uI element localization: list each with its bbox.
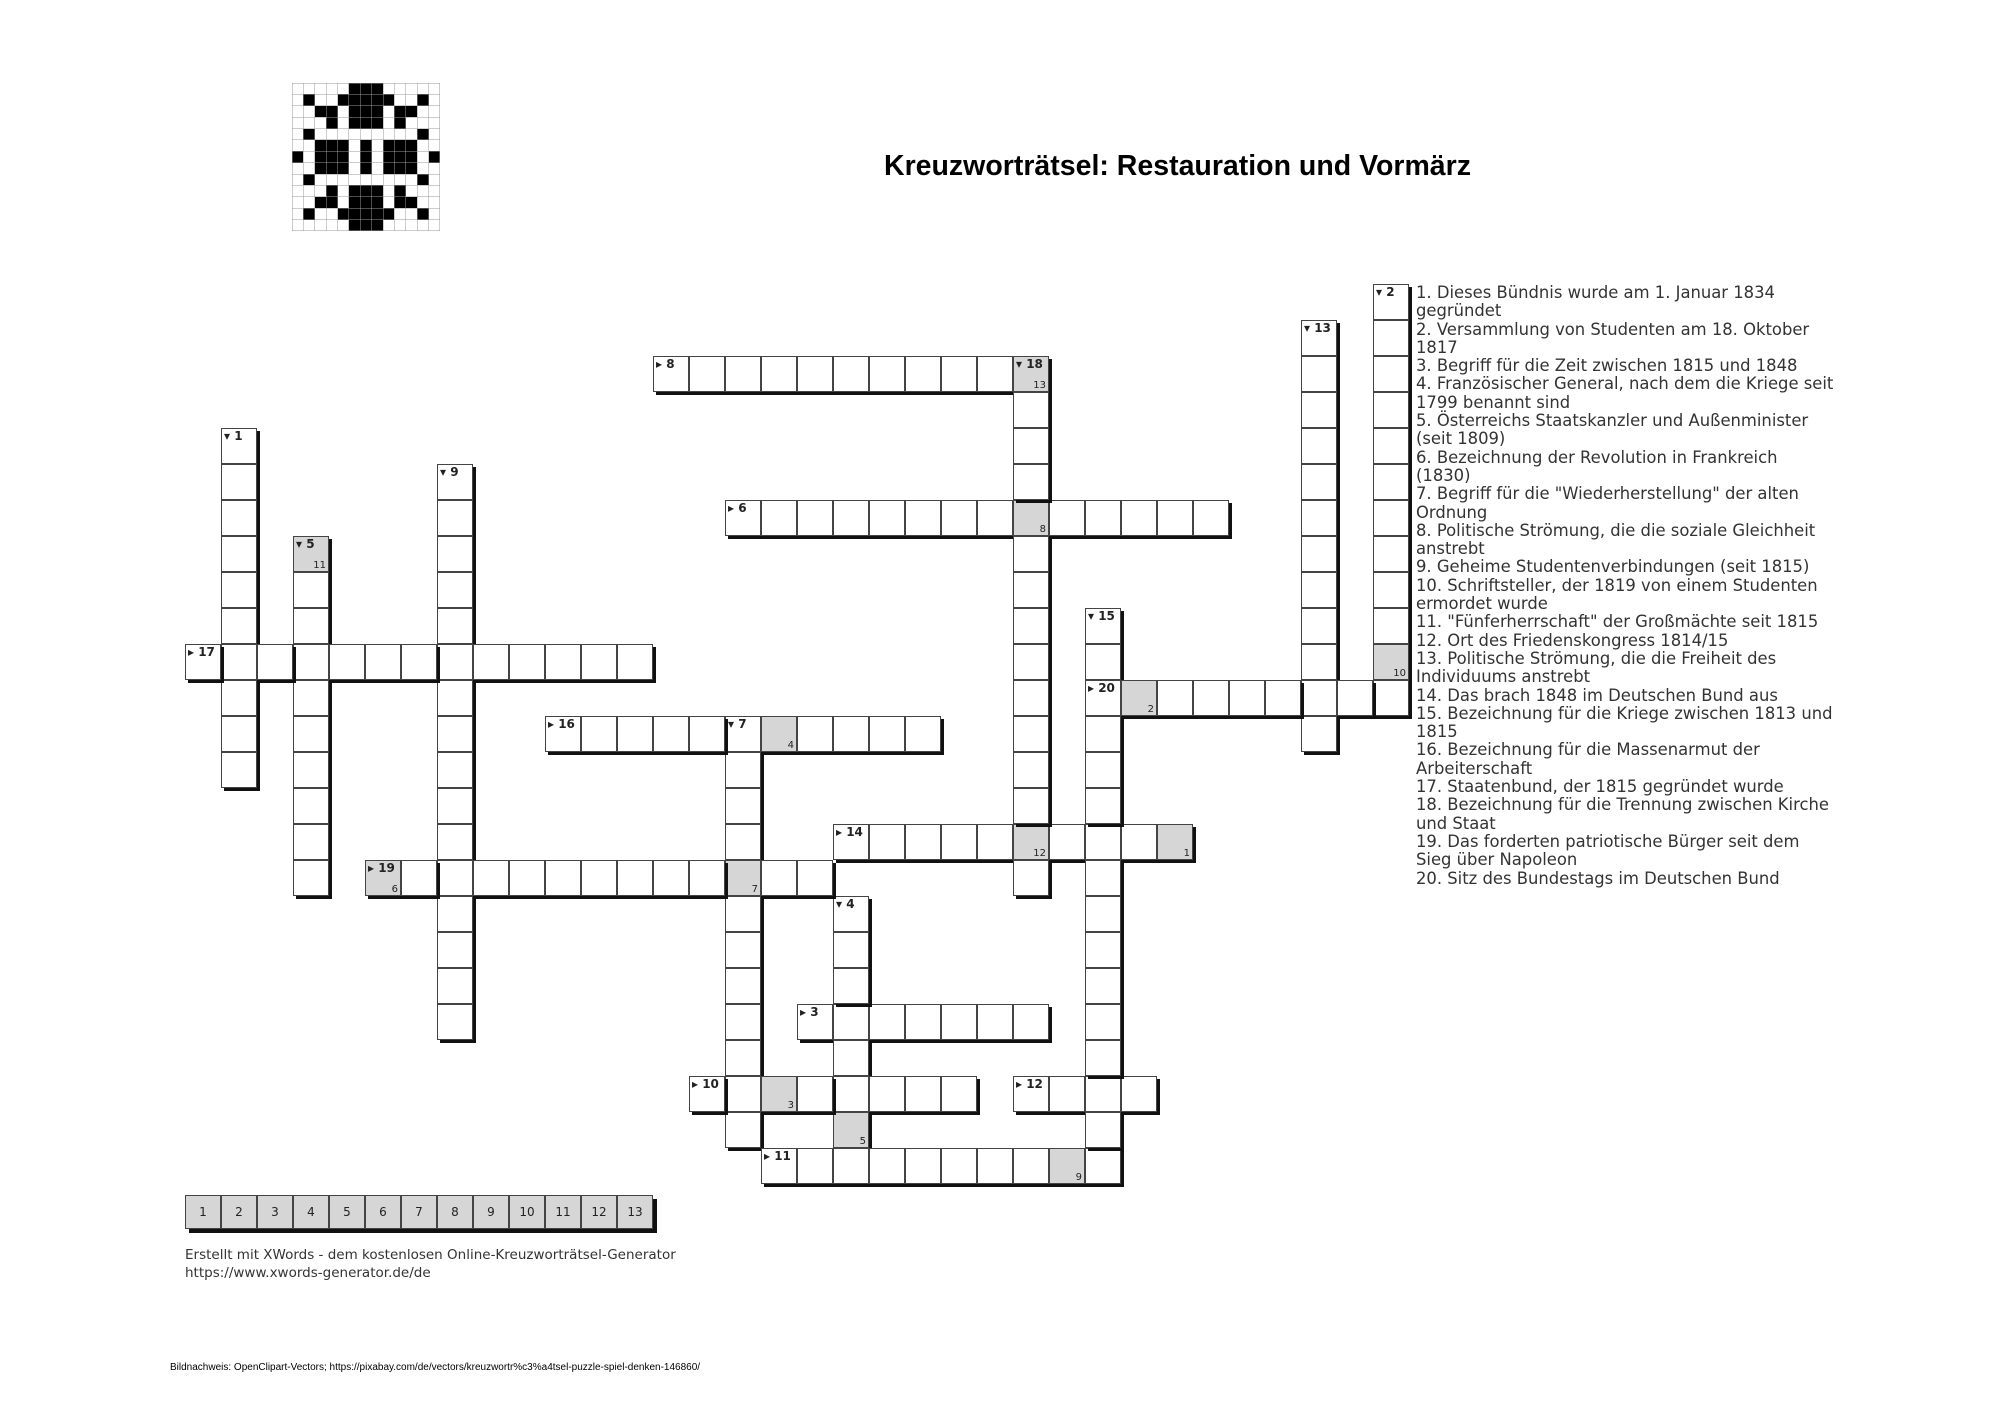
- grid-cell[interactable]: [941, 356, 977, 392]
- solution-letter-cell[interactable]: [761, 1076, 797, 1112]
- clue-start-cell[interactable]: [1301, 320, 1337, 356]
- grid-cell[interactable]: [689, 716, 725, 752]
- clue-item: 16. Bezeichnung für die Massenarmut der Arbeiterschaft: [1416, 740, 1760, 778]
- solution-box[interactable]: 1: [185, 1195, 221, 1229]
- grid-cell[interactable]: [1013, 788, 1049, 824]
- solution-letter-cell[interactable]: [1373, 644, 1409, 680]
- clue-start-cell[interactable]: [365, 860, 401, 896]
- clue-item: 8. Politische Strömung, die die soziale Gleichheit anstrebt: [1416, 520, 1816, 559]
- grid-cell[interactable]: [797, 500, 833, 536]
- grid-cell[interactable]: [617, 644, 653, 680]
- grid-cell[interactable]: [1157, 680, 1193, 716]
- grid-cell[interactable]: [725, 788, 761, 824]
- clue-start-cell[interactable]: [725, 500, 761, 536]
- grid-cell[interactable]: [1373, 464, 1409, 500]
- grid-cell[interactable]: [1049, 824, 1085, 860]
- grid-cell[interactable]: [1301, 356, 1337, 392]
- grid-cell[interactable]: [437, 500, 473, 536]
- grid-cell[interactable]: [869, 1076, 905, 1112]
- grid-cell[interactable]: [725, 932, 761, 968]
- grid-cell[interactable]: [869, 824, 905, 860]
- grid-cell[interactable]: [473, 644, 509, 680]
- grid-cell[interactable]: [1013, 680, 1049, 716]
- clue-item: 15. Bezeichnung für die Kriege zwischen 1813 und 1815: [1416, 703, 1833, 742]
- solution-letter-cell[interactable]: [833, 1112, 869, 1148]
- grid-cell[interactable]: [905, 1148, 941, 1184]
- clue-item: 3. Begriff für die Zeit zwischen 1815 und 1848: [1416, 356, 1798, 376]
- grid-cell[interactable]: [545, 644, 581, 680]
- solution-letter-cell[interactable]: [1157, 824, 1193, 860]
- grid-cell[interactable]: [221, 752, 257, 788]
- grid-cell[interactable]: [1337, 680, 1373, 716]
- grid-cell[interactable]: [221, 644, 257, 680]
- clue-number: ▸ 11: [764, 1149, 791, 1163]
- grid-cell[interactable]: [905, 1004, 941, 1040]
- clue-item: 1. Dieses Bündnis wurde am 1. Januar 1834 gegründet: [1416, 283, 1775, 321]
- grid-cell[interactable]: [1085, 1148, 1121, 1184]
- grid-cell[interactable]: [1265, 680, 1301, 716]
- grid-cell[interactable]: [581, 716, 617, 752]
- grid-cell[interactable]: [725, 356, 761, 392]
- clue-start-cell[interactable]: [1013, 356, 1049, 392]
- grid-cell[interactable]: [833, 716, 869, 752]
- grid-cell[interactable]: [509, 644, 545, 680]
- grid-cell[interactable]: [1121, 1076, 1157, 1112]
- grid-cell[interactable]: [437, 824, 473, 860]
- clue-item: 17. Staatenbund, der 1815 gegründet wurde: [1416, 777, 1784, 797]
- grid-cell[interactable]: [941, 1076, 977, 1112]
- clue-start-cell[interactable]: [1085, 608, 1121, 644]
- grid-cell[interactable]: [689, 860, 725, 896]
- solution-index: 10: [1393, 668, 1406, 679]
- clue-number: ▸ 19: [368, 861, 395, 875]
- grid-cell[interactable]: [293, 860, 329, 896]
- clue-number: ▾ 1: [224, 429, 243, 443]
- grid-cell[interactable]: [1085, 824, 1121, 860]
- clue-number: ▸ 16: [548, 717, 575, 731]
- grid-cell[interactable]: [581, 644, 617, 680]
- grid-cell[interactable]: [833, 1076, 869, 1112]
- grid-cell[interactable]: [437, 644, 473, 680]
- grid-cell[interactable]: [437, 788, 473, 824]
- clue-item: 13. Politische Strömung, die die Freiheit des Individuums anstrebt: [1416, 648, 1777, 687]
- grid-cell[interactable]: [1301, 608, 1337, 644]
- grid-cell[interactable]: [977, 500, 1013, 536]
- credit-url: https://www.xwords-generator.de/de: [185, 1265, 431, 1281]
- solution-box[interactable]: 2: [221, 1195, 257, 1229]
- grid-cell[interactable]: [1085, 1076, 1121, 1112]
- grid-cell[interactable]: [257, 644, 293, 680]
- grid-cell[interactable]: [1013, 644, 1049, 680]
- grid-cell[interactable]: [437, 536, 473, 572]
- solution-letter-cell[interactable]: [725, 860, 761, 896]
- grid-cell[interactable]: [905, 500, 941, 536]
- grid-cell[interactable]: [437, 932, 473, 968]
- clue-number: ▸ 17: [188, 645, 215, 659]
- solution-index: 12: [1033, 848, 1046, 859]
- grid-cell[interactable]: [1013, 1004, 1049, 1040]
- grid-cell[interactable]: [1229, 680, 1265, 716]
- clue-start-cell[interactable]: [797, 1004, 833, 1040]
- grid-cell[interactable]: [797, 716, 833, 752]
- grid-cell[interactable]: [833, 1148, 869, 1184]
- grid-cell[interactable]: [437, 896, 473, 932]
- grid-cell[interactable]: [1013, 608, 1049, 644]
- grid-cell[interactable]: [869, 1004, 905, 1040]
- clue-item: 9. Geheime Studentenverbindungen (seit 1815): [1416, 557, 1810, 577]
- grid-cell[interactable]: [797, 356, 833, 392]
- solution-box[interactable]: 8: [437, 1195, 473, 1229]
- grid-cell[interactable]: [1301, 572, 1337, 608]
- solution-letter-cell[interactable]: [1013, 500, 1049, 536]
- grid-cell[interactable]: [1085, 932, 1121, 968]
- grid-cell[interactable]: [833, 968, 869, 1004]
- grid-cell[interactable]: [869, 716, 905, 752]
- grid-cell[interactable]: [437, 968, 473, 1004]
- clue-start-cell[interactable]: [725, 716, 761, 752]
- grid-cell[interactable]: [1301, 428, 1337, 464]
- grid-cell[interactable]: [1013, 428, 1049, 464]
- solution-box[interactable]: 4: [293, 1195, 329, 1229]
- grid-cell[interactable]: [1157, 500, 1193, 536]
- grid-cell[interactable]: [977, 1004, 1013, 1040]
- grid-cell[interactable]: [1301, 536, 1337, 572]
- clue-item: 20. Sitz des Bundestags im Deutschen Bund: [1416, 868, 1780, 888]
- grid-cell[interactable]: [1121, 824, 1157, 860]
- solution-box[interactable]: 9: [473, 1195, 509, 1229]
- grid-cell[interactable]: [1373, 356, 1409, 392]
- grid-cell[interactable]: [905, 1076, 941, 1112]
- clue-start-cell[interactable]: [185, 644, 221, 680]
- grid-cell[interactable]: [725, 1040, 761, 1076]
- clue-item: 5. Österreichs Staatskanzler und Außenminister (seit 1809): [1416, 411, 1809, 449]
- grid-cell[interactable]: [1085, 788, 1121, 824]
- clue-number: ▾ 9: [440, 465, 459, 479]
- grid-cell[interactable]: [977, 824, 1013, 860]
- clue-item: 7. Begriff für die "Wiederherstellung" der alten Ordnung: [1416, 484, 1799, 522]
- grid-cell[interactable]: [1013, 716, 1049, 752]
- grid-cell[interactable]: [1373, 392, 1409, 428]
- clue-item: 6. Bezeichnung der Revolution in Frankreich (1830): [1416, 447, 1778, 485]
- grid-cell[interactable]: [833, 1040, 869, 1076]
- solution-letter-cell[interactable]: [761, 716, 797, 752]
- clue-number: ▾ 5: [296, 537, 315, 551]
- solution-index: 9: [1075, 1172, 1082, 1183]
- grid-cell[interactable]: [725, 1076, 761, 1112]
- clue-start-cell[interactable]: [833, 824, 869, 860]
- clue-number: ▸ 6: [728, 501, 747, 515]
- grid-cell[interactable]: [221, 500, 257, 536]
- grid-cell[interactable]: [1373, 536, 1409, 572]
- grid-cell[interactable]: [437, 572, 473, 608]
- grid-cell[interactable]: [1085, 896, 1121, 932]
- clue-start-cell[interactable]: [1013, 1076, 1049, 1112]
- grid-cell[interactable]: [977, 1148, 1013, 1184]
- grid-cell[interactable]: [1013, 536, 1049, 572]
- grid-cell[interactable]: [725, 752, 761, 788]
- grid-cell[interactable]: [833, 932, 869, 968]
- clue-item: 11. "Fünferherrschaft" der Großmächte seit 1815: [1416, 612, 1819, 632]
- grid-cell[interactable]: [1373, 320, 1409, 356]
- grid-cell[interactable]: [833, 500, 869, 536]
- grid-cell[interactable]: [1085, 1004, 1121, 1040]
- grid-cell[interactable]: [1085, 752, 1121, 788]
- grid-cell[interactable]: [941, 824, 977, 860]
- grid-cell[interactable]: [761, 500, 797, 536]
- clue-item: 12. Ort des Friedenskongress 1814/15: [1416, 630, 1729, 650]
- solution-index: 1: [1183, 848, 1190, 859]
- grid-cell[interactable]: [509, 860, 545, 896]
- grid-cell[interactable]: [1301, 464, 1337, 500]
- grid-cell[interactable]: [221, 680, 257, 716]
- grid-cell[interactable]: [761, 356, 797, 392]
- grid-cell[interactable]: [293, 716, 329, 752]
- solution-letter-cell[interactable]: [1121, 680, 1157, 716]
- grid-cell[interactable]: [1049, 500, 1085, 536]
- grid-cell[interactable]: [437, 860, 473, 896]
- solution-index: 8: [1039, 524, 1046, 535]
- solution-index: 6: [391, 884, 398, 895]
- grid-cell[interactable]: [221, 716, 257, 752]
- grid-cell[interactable]: [1373, 680, 1409, 716]
- grid-cell[interactable]: [653, 716, 689, 752]
- grid-cell[interactable]: [869, 1148, 905, 1184]
- grid-cell[interactable]: [221, 608, 257, 644]
- solution-box[interactable]: 13: [617, 1195, 653, 1229]
- clue-start-cell[interactable]: [761, 1148, 797, 1184]
- generator-credit: [185, 1246, 676, 1282]
- grid-cell[interactable]: [869, 500, 905, 536]
- solution-index: 13: [1033, 380, 1046, 391]
- grid-cell[interactable]: [221, 572, 257, 608]
- grid-cell[interactable]: [329, 644, 365, 680]
- clue-start-cell[interactable]: [1373, 284, 1409, 320]
- grid-cell[interactable]: [1301, 680, 1337, 716]
- grid-cell[interactable]: [1013, 752, 1049, 788]
- grid-cell[interactable]: [293, 572, 329, 608]
- clue-number: ▾ 15: [1088, 609, 1115, 623]
- grid-cell[interactable]: [653, 860, 689, 896]
- clue-number: ▾ 7: [728, 717, 747, 731]
- clue-number: ▸ 10: [692, 1077, 719, 1091]
- grid-cell[interactable]: [1013, 1148, 1049, 1184]
- grid-cell[interactable]: [293, 680, 329, 716]
- grid-cell[interactable]: [1013, 464, 1049, 500]
- clue-item: 4. Französischer General, nach dem die Kriege seit 1799 benannt sind: [1416, 374, 1834, 412]
- grid-cell[interactable]: [1193, 500, 1229, 536]
- grid-cell[interactable]: [797, 1076, 833, 1112]
- grid-cell[interactable]: [797, 1148, 833, 1184]
- grid-cell[interactable]: [617, 716, 653, 752]
- grid-cell[interactable]: [941, 1004, 977, 1040]
- grid-cell[interactable]: [1373, 500, 1409, 536]
- grid-cell[interactable]: [941, 1148, 977, 1184]
- solution-index: 7: [751, 884, 758, 895]
- grid-cell[interactable]: [1085, 968, 1121, 1004]
- clue-list: [1416, 284, 1836, 888]
- solution-index: 3: [787, 1100, 794, 1111]
- solution-index: 5: [859, 1136, 866, 1147]
- grid-cell[interactable]: [1301, 716, 1337, 752]
- grid-cell[interactable]: [1085, 1112, 1121, 1148]
- grid-cell[interactable]: [437, 752, 473, 788]
- grid-cell[interactable]: [581, 860, 617, 896]
- clue-number: ▾ 4: [836, 897, 855, 911]
- grid-cell[interactable]: [1013, 860, 1049, 896]
- grid-cell[interactable]: [1085, 644, 1121, 680]
- grid-cell[interactable]: [689, 356, 725, 392]
- grid-cell[interactable]: [1301, 644, 1337, 680]
- grid-cell[interactable]: [1373, 428, 1409, 464]
- clue-item: 19. Das forderten patriotische Bürger seit dem Sieg über Napoleon: [1416, 831, 1800, 870]
- clue-start-cell[interactable]: [653, 356, 689, 392]
- grid-cell[interactable]: [1085, 860, 1121, 896]
- grid-cell[interactable]: [725, 896, 761, 932]
- grid-cell[interactable]: [1301, 392, 1337, 428]
- clue-start-cell[interactable]: [437, 464, 473, 500]
- page-title: Kreuzworträtsel: Restauration und Vormärz: [884, 150, 1471, 182]
- grid-cell[interactable]: [725, 1004, 761, 1040]
- clue-item: 14. Das brach 1848 im Deutschen Bund aus: [1416, 685, 1778, 705]
- clue-item: 2. Versammlung von Studenten am 18. Oktober 1817: [1416, 319, 1810, 357]
- clue-start-cell[interactable]: [545, 716, 581, 752]
- grid-cell[interactable]: [545, 860, 581, 896]
- grid-cell[interactable]: [1013, 392, 1049, 428]
- clue-start-cell[interactable]: [293, 536, 329, 572]
- solution-box[interactable]: 10: [509, 1195, 545, 1229]
- clue-start-cell[interactable]: [689, 1076, 725, 1112]
- grid-cell[interactable]: [437, 680, 473, 716]
- grid-cell[interactable]: [1193, 680, 1229, 716]
- grid-cell[interactable]: [1049, 1076, 1085, 1112]
- grid-cell[interactable]: [401, 860, 437, 896]
- grid-cell[interactable]: [1373, 608, 1409, 644]
- grid-cell[interactable]: [221, 464, 257, 500]
- grid-cell[interactable]: [833, 1004, 869, 1040]
- clue-item: 18. Bezeichnung für die Trennung zwischen Kirche und Staat: [1416, 795, 1829, 833]
- grid-cell[interactable]: [1085, 1040, 1121, 1076]
- grid-cell[interactable]: [293, 788, 329, 824]
- grid-cell[interactable]: [401, 644, 437, 680]
- solution-strip: [185, 1195, 653, 1229]
- clue-number: ▸ 3: [800, 1005, 819, 1019]
- image-credit: Bildnachweis: OpenClipart-Vectors; https://pixabay.com/de/vectors/kreuzwortr%c3%a4tsel-puzzle-spiel-denken-146860/: [170, 1362, 701, 1373]
- clue-number: ▾ 2: [1376, 285, 1395, 299]
- solution-box[interactable]: 12: [581, 1195, 617, 1229]
- clue-start-cell[interactable]: [833, 896, 869, 932]
- grid-cell[interactable]: [437, 608, 473, 644]
- clue-number: ▾ 18: [1016, 357, 1043, 371]
- grid-cell[interactable]: [941, 500, 977, 536]
- solution-box[interactable]: 11: [545, 1195, 581, 1229]
- credit-line: Erstellt mit XWords - dem kostenlosen Online-Kreuzworträtsel-Generator: [185, 1247, 676, 1263]
- clue-start-cell[interactable]: [221, 428, 257, 464]
- grid-cell[interactable]: [473, 860, 509, 896]
- clue-number: ▾ 13: [1304, 321, 1331, 335]
- grid-cell[interactable]: [1013, 572, 1049, 608]
- grid-cell[interactable]: [977, 356, 1013, 392]
- solution-box[interactable]: 5: [329, 1195, 365, 1229]
- grid-cell[interactable]: [293, 644, 329, 680]
- clue-start-cell[interactable]: [1085, 680, 1121, 716]
- solution-index: 4: [787, 740, 794, 751]
- clue-number: ▸ 12: [1016, 1077, 1043, 1091]
- solution-box[interactable]: 6: [365, 1195, 401, 1229]
- grid-cell[interactable]: [221, 536, 257, 572]
- grid-cell[interactable]: [725, 1112, 761, 1148]
- clue-number: ▸ 8: [656, 357, 675, 371]
- grid-cell[interactable]: [905, 356, 941, 392]
- solution-letter-cell[interactable]: [1049, 1148, 1085, 1184]
- grid-cell[interactable]: [905, 824, 941, 860]
- grid-cell[interactable]: [869, 356, 905, 392]
- grid-cell[interactable]: [1373, 572, 1409, 608]
- clue-number: ▸ 20: [1088, 681, 1115, 695]
- grid-cell[interactable]: [293, 824, 329, 860]
- clue-number: ▸ 14: [836, 825, 863, 839]
- grid-cell[interactable]: [293, 752, 329, 788]
- grid-cell[interactable]: [797, 860, 833, 896]
- grid-cell[interactable]: [437, 1004, 473, 1040]
- grid-cell[interactable]: [1085, 500, 1121, 536]
- grid-cell[interactable]: [725, 824, 761, 860]
- grid-cell[interactable]: [761, 860, 797, 896]
- grid-cell[interactable]: [725, 968, 761, 1004]
- solution-index: 11: [313, 560, 326, 571]
- grid-cell[interactable]: [437, 716, 473, 752]
- solution-box[interactable]: 3: [257, 1195, 293, 1229]
- clue-item: 10. Schriftsteller, der 1819 von einem Studenten ermordet wurde: [1416, 575, 1818, 614]
- grid-cell[interactable]: [293, 608, 329, 644]
- grid-cell[interactable]: [1085, 716, 1121, 752]
- grid-cell[interactable]: [1121, 500, 1157, 536]
- solution-box[interactable]: 7: [401, 1195, 437, 1229]
- solution-index: 2: [1147, 704, 1154, 715]
- grid-cell[interactable]: [833, 356, 869, 392]
- solution-letter-cell[interactable]: [1013, 824, 1049, 860]
- grid-cell[interactable]: [1301, 500, 1337, 536]
- grid-cell[interactable]: [905, 716, 941, 752]
- grid-cell[interactable]: [365, 644, 401, 680]
- grid-cell[interactable]: [617, 860, 653, 896]
